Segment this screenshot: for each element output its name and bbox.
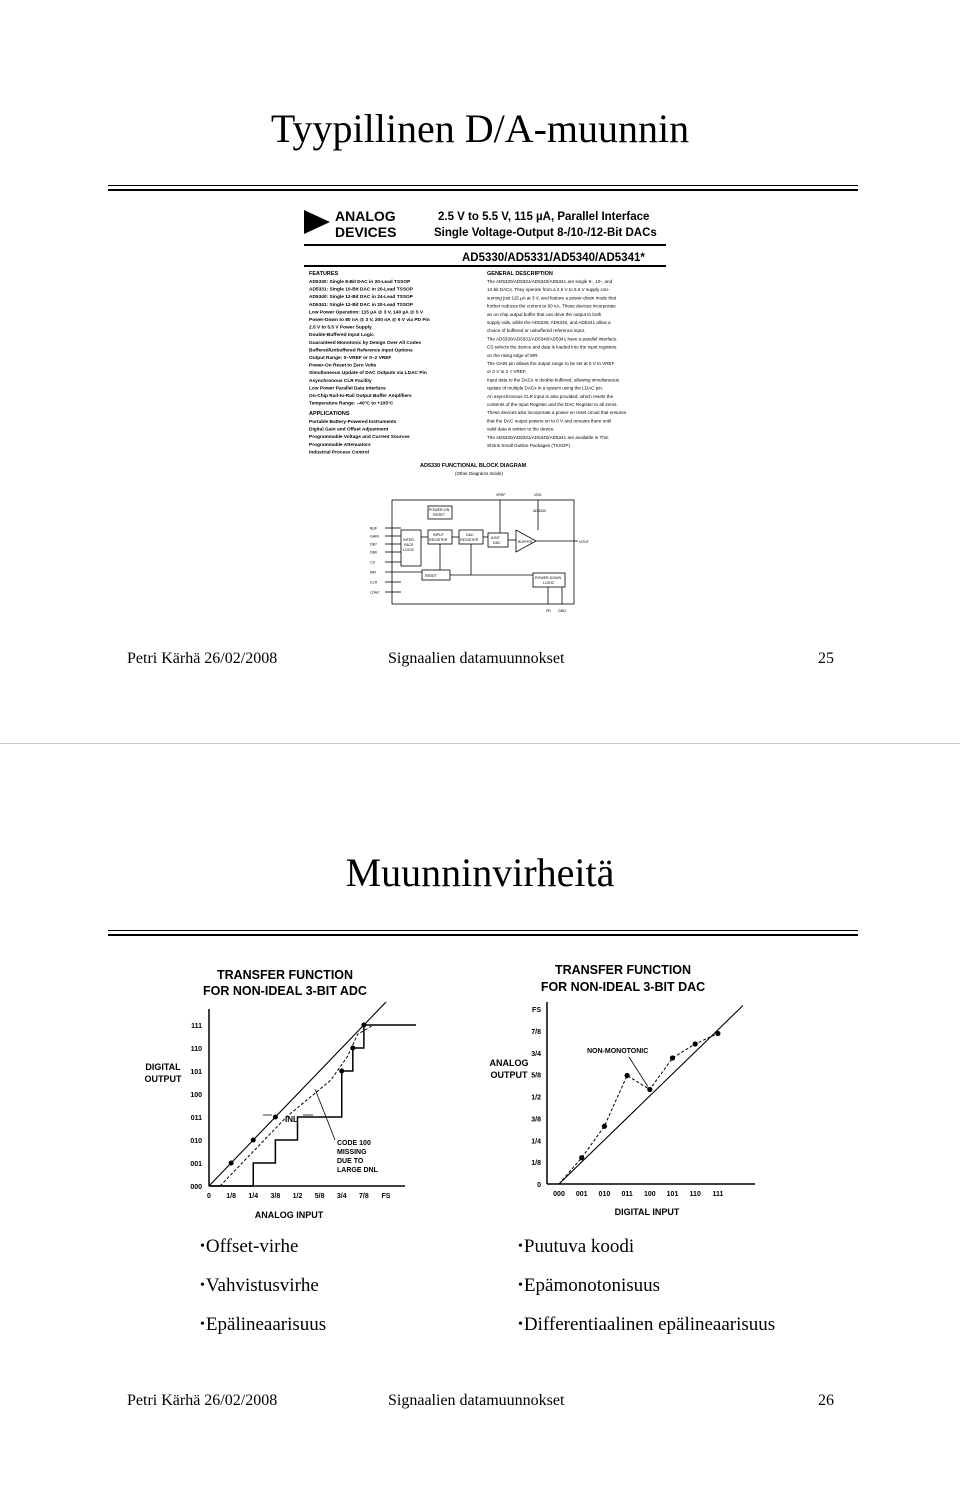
y-tick-label: 001 xyxy=(190,1161,202,1168)
pin-label: LDAC xyxy=(370,590,380,595)
datasheet-divider-2 xyxy=(304,265,666,267)
feature-item: On-Chip Rail-to-Rail Output Buffer Amplifiers xyxy=(309,394,412,399)
svg-text:VREF: VREF xyxy=(496,493,506,497)
general-description-line: Input data to the DACs is double-buffered, allowing simultaneous xyxy=(487,377,619,383)
svg-text:AD5330: AD5330 xyxy=(533,509,546,513)
pin-label: WR xyxy=(370,570,376,575)
dac-plot-area xyxy=(531,1002,755,1198)
general-description-line: further reduces the current to 80 nA. These devices incorporate xyxy=(487,303,616,309)
dac-transfer-chart xyxy=(487,954,767,1224)
transition-point xyxy=(339,1069,344,1074)
bullet-right-2: • Epämonotonisuus xyxy=(518,1275,660,1297)
y-tick-label: 7/8 xyxy=(531,1028,541,1036)
y-tick-label: 3/8 xyxy=(531,1116,541,1124)
feature-item: Temperature Range: –40°C to +105°C xyxy=(309,401,394,407)
pin-label: BUF xyxy=(370,526,378,531)
svg-text:PD: PD xyxy=(546,609,551,613)
feature-item: Low Power Operation: 115 µA @ 3 V, 140 µA @ 5 V xyxy=(309,310,424,316)
headline-2: Single Voltage-Output 8-/10-/12-Bit DACs xyxy=(434,227,657,239)
x-tick-label: FS xyxy=(381,1193,391,1200)
feature-item: Double-Buffered Input Logic xyxy=(309,333,374,339)
footer-page-number: 26 xyxy=(818,1392,834,1409)
data-point xyxy=(693,1041,698,1046)
general-description-line: on the rising edge of WR. xyxy=(487,352,539,358)
y-tick-label: 010 xyxy=(190,1138,202,1145)
general-description-line: that the DAC output powers on to 0 V and remains there until xyxy=(487,418,612,424)
slide-title: Tyypillinen D/A-muunnin xyxy=(270,106,690,151)
bullet-left-2: • Vahvistusvirhe xyxy=(200,1275,319,1297)
svg-text:POWER-DOWN: POWER-DOWN xyxy=(535,576,562,580)
footer-page-number: 25 xyxy=(818,650,834,667)
general-description-line: These devices also incorporate a power-on reset circuit that ensures xyxy=(487,410,627,416)
block-diagram-subtitle: (Other Diagrams Inside) xyxy=(455,471,504,476)
x-tick-label: 7/8 xyxy=(359,1193,369,1200)
part-numbers: AD5330/AD5331/AD5340/AD5341* xyxy=(462,252,645,264)
data-point xyxy=(715,1031,720,1036)
svg-text:VOUT: VOUT xyxy=(579,540,589,544)
application-item: Programmable Attenuators xyxy=(309,442,371,448)
x-tick-label: 1/4 xyxy=(248,1193,259,1200)
slide-25 xyxy=(0,0,960,743)
slide-title: Muunninvirheitä xyxy=(345,850,615,895)
data-point xyxy=(602,1124,607,1129)
general-description-line: suming just 115 µA at 3 V, and feature a power-down mode that xyxy=(487,295,617,301)
svg-text:LOGIC: LOGIC xyxy=(543,581,555,585)
y-axis-label-line2: OUTPUT xyxy=(144,1074,182,1084)
chart-title-line2: FOR NON-IDEAL 3-BIT ADC xyxy=(203,984,367,998)
svg-text:RESET: RESET xyxy=(425,574,437,578)
y-tick-label: 011 xyxy=(190,1115,202,1122)
feature-item: Low Power Parallel Data Interface xyxy=(309,386,386,392)
x-tick-label: 1/8 xyxy=(226,1193,236,1200)
y-origin-label: 0 xyxy=(537,1182,541,1189)
general-heading: GENERAL DESCRIPTION xyxy=(487,271,553,277)
svg-text:POWER-ON: POWER-ON xyxy=(429,508,450,512)
general-description-line: update of multiple DACs in a system using the LDAC pin. xyxy=(487,385,604,391)
adc-plot-area xyxy=(190,1002,416,1200)
general-description-line: Shrink Small Outline Packages (TSSOP). xyxy=(487,443,572,448)
x-tick-label: 0 xyxy=(207,1193,211,1200)
features-heading: FEATURES xyxy=(309,271,339,277)
y-tick-label: 5/8 xyxy=(531,1072,541,1080)
x-tick-label: 110 xyxy=(689,1191,701,1198)
x-tick-label: 001 xyxy=(575,1191,588,1198)
general-description-line: 12-bit DACs. They operate from a 2.5 V to 5.5 V supply con- xyxy=(487,287,610,293)
footer-course: Signaalien datamuunnokset xyxy=(388,1392,565,1409)
feature-item: Asynchronous CLR Facility xyxy=(309,378,372,384)
data-point xyxy=(625,1073,630,1078)
brand-line1: ANALOG xyxy=(335,208,396,224)
x-tick-label: 3/8 xyxy=(270,1193,281,1200)
missing-code-pointer xyxy=(315,1089,335,1140)
y-tick-label: 000 xyxy=(190,1184,202,1191)
feature-item: Power-On Reset to Zero Volts xyxy=(309,363,377,369)
svg-text:VDD: VDD xyxy=(534,493,542,497)
data-point xyxy=(647,1087,652,1092)
svg-text:REGISTER: REGISTER xyxy=(429,538,448,542)
svg-text:LOGIC: LOGIC xyxy=(403,548,415,552)
general-description-line: contents of the Input Register and the DAC Register to all zeros. xyxy=(487,402,618,407)
y-axis-label-line1: DIGITAL xyxy=(145,1062,181,1072)
svg-text:RESET: RESET xyxy=(433,513,445,517)
y-tick-label: 100 xyxy=(190,1092,202,1099)
general-description-line: CS selects the device and data is loaded into the input registers xyxy=(487,344,617,350)
annotation-inl: INL xyxy=(285,1115,298,1124)
headline-1: 2.5 V to 5.5 V, 115 µA, Parallel Interface xyxy=(438,211,650,223)
chart-title-line1: TRANSFER FUNCTION xyxy=(216,968,354,982)
y-tick-label: 1/8 xyxy=(531,1160,541,1168)
general-description-line: choice of buffered or unbuffered reference input. xyxy=(487,328,586,334)
x-tick-label: 011 xyxy=(621,1191,633,1198)
application-item: Industrial Process Control xyxy=(309,450,369,456)
general-description-line: The AD5330/AD5331/AD5340/AD5341 are single 8-, 10-, and xyxy=(487,279,613,284)
y-tick-label: FS xyxy=(532,1007,541,1014)
footer-course: Signaalien datamuunnokset xyxy=(388,650,565,667)
transition-point xyxy=(350,1046,355,1051)
svg-text:DAC: DAC xyxy=(466,533,474,537)
data-point xyxy=(670,1055,675,1060)
x-tick-label: 000 xyxy=(553,1191,565,1198)
feature-item: AD5331: Single 10-Bit DAC in 20-Lead TSSOP xyxy=(309,287,413,293)
x-axis-label: ANALOG INPUT xyxy=(254,1210,324,1220)
general-description-line: The GAIN pin allows the output range to be set at 0 V to VREF xyxy=(487,361,615,366)
annotation-missing-code: MISSING xyxy=(337,1149,367,1156)
bullet-right-3: • Differentiaalinen epälineaarisuus xyxy=(518,1314,775,1336)
annotation-missing-code: CODE 100 xyxy=(337,1140,371,1147)
svg-text:DAC: DAC xyxy=(493,541,501,545)
footer-author-date: Petri Kärhä 26/02/2008 xyxy=(127,1392,278,1409)
pin-label: CS xyxy=(370,560,375,565)
x-tick-label: 5/8 xyxy=(314,1193,325,1200)
annotation-missing-code: DUE TO xyxy=(337,1158,364,1165)
pin-label: DB0 xyxy=(370,550,377,555)
feature-item: Power-Down to 80 nA @ 3 V, 200 nA @ 5 V via PD Pin xyxy=(309,318,430,323)
annotation-non-monotonic: NON-MONOTONIC xyxy=(587,1048,649,1055)
general-description-line: supply rails, while the AD5330, AD5340, and AD5341 allow a xyxy=(487,320,611,325)
transition-point xyxy=(361,1023,366,1028)
feature-item: AD5341: Single 12-Bit DAC in 20-Lead TSSOP xyxy=(309,302,413,308)
y-tick-label: 1/2 xyxy=(531,1094,541,1102)
x-tick-label: 1/2 xyxy=(292,1193,303,1200)
y-tick-label: 3/4 xyxy=(531,1050,541,1058)
pin-label: GAIN xyxy=(370,534,379,539)
svg-text:GND: GND xyxy=(558,609,566,613)
feature-item: AD5340: Single 12-Bit DAC in 24-Lead TSSOP xyxy=(309,295,413,301)
feature-item: Buffered/Unbuffered Reference Input Options xyxy=(309,348,413,354)
svg-text:8-BIT: 8-BIT xyxy=(491,536,500,540)
y-axis-label-line1: ANALOG xyxy=(489,1058,529,1068)
x-tick-label: 100 xyxy=(643,1191,656,1198)
datasheet-divider xyxy=(304,244,666,246)
general-description-line: The AD5330/AD5331/AD5340/AD5341 have a parallel interface. xyxy=(487,336,618,342)
application-item: Digital Gain and Offset Adjustment xyxy=(309,427,389,433)
bullet-right-1: • Puutuva koodi xyxy=(518,1236,634,1258)
feature-item: Output Range: 0–VREF or 0–2 VREF xyxy=(309,356,392,361)
applications-heading: APPLICATIONS xyxy=(309,411,350,417)
general-description-line: or 0 V to 2 × VREF. xyxy=(487,369,527,375)
general-description-line: an on-chip output buffer that can drive the output to both xyxy=(487,311,602,317)
transition-point xyxy=(251,1138,256,1143)
adc-transfer-chart xyxy=(135,959,435,1221)
annotation-missing-code: LARGE DNL xyxy=(337,1167,378,1174)
block-diagram-title: AD5330 FUNCTIONAL BLOCK DIAGRAM xyxy=(420,463,527,469)
ideal-transfer-line xyxy=(559,1006,743,1185)
transition-point xyxy=(229,1161,234,1166)
svg-text:BUFFER: BUFFER xyxy=(518,540,533,544)
y-tick-label: 101 xyxy=(190,1069,202,1076)
footer-author-date: Petri Kärhä 26/02/2008 xyxy=(127,650,278,667)
actual-staircase xyxy=(209,1025,416,1186)
title-rule xyxy=(108,930,858,936)
application-item: Portable Battery-Powered Instruments xyxy=(309,420,397,425)
brand-line2: DEVICES xyxy=(335,224,397,240)
general-description xyxy=(487,279,627,448)
svg-text:FACE: FACE xyxy=(404,543,414,547)
y-axis-label-line2: OUTPUT xyxy=(490,1070,528,1080)
data-point xyxy=(579,1155,584,1160)
general-description-line: The AD5330/AD5331/AD5340/AD5341 are available in Thin xyxy=(487,434,609,440)
general-description-line: An asynchronous CLR input is also provided, which resets the xyxy=(487,393,614,399)
transition-point xyxy=(273,1115,278,1120)
x-tick-label: 3/4 xyxy=(336,1193,347,1200)
application-item: Programmable Voltage and Current Sources xyxy=(309,435,410,441)
svg-text:INPUT: INPUT xyxy=(433,533,444,537)
y-tick-label: 110 xyxy=(190,1046,202,1053)
general-description-line: valid data is written to the device. xyxy=(487,426,555,432)
chart-title-line1: TRANSFER FUNCTION xyxy=(554,963,692,977)
x-tick-label: 010 xyxy=(598,1191,611,1198)
bullet-left-1: • Offset-virhe xyxy=(200,1236,298,1258)
datasheet-image xyxy=(300,200,672,620)
x-tick-label: 101 xyxy=(666,1191,679,1198)
feature-item: Simultaneous Update of DAC Outputs via LDAC Pin xyxy=(309,371,427,377)
pin-label: CLR xyxy=(370,580,378,585)
svg-text:REGISTER: REGISTER xyxy=(460,538,479,542)
x-tick-label: 111 xyxy=(712,1191,724,1198)
feature-item: 2.5 V to 5.5 V Power Supply xyxy=(309,325,372,331)
svg-text:INTER-: INTER- xyxy=(403,538,415,542)
pin-label: DB7 xyxy=(370,542,377,547)
title-rule xyxy=(108,185,858,191)
feature-item: Guaranteed Monotonic by Design Over All Codes xyxy=(309,340,422,346)
y-tick-label: 111 xyxy=(191,1023,202,1030)
feature-item: AD5330: Single 8-Bit DAC in 20-Lead TSSOP xyxy=(309,280,411,285)
chart-title-line2: FOR NON-IDEAL 3-BIT DAC xyxy=(540,980,706,994)
bullet-left-3: • Epälineaarisuus xyxy=(200,1314,326,1336)
x-axis-label: DIGITAL INPUT xyxy=(614,1207,680,1217)
slide-26 xyxy=(0,744,960,1489)
y-tick-label: 1/4 xyxy=(531,1138,541,1146)
